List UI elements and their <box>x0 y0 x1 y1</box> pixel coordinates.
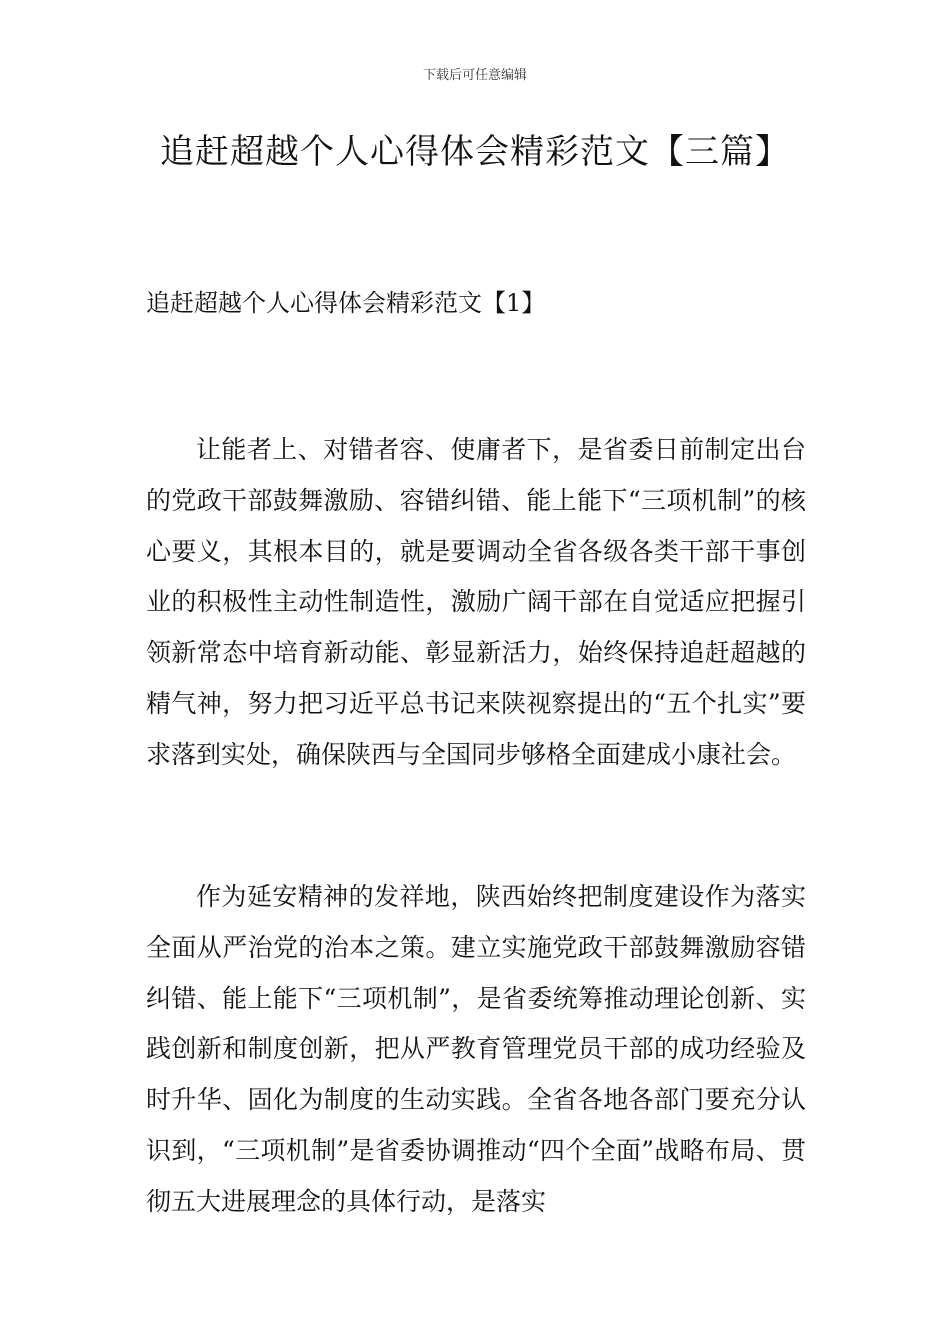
document-title: 追赶超越个人心得体会精彩范文【三篇】 <box>160 132 790 172</box>
body-paragraph: 让能者上、对错者容、使庸者下，是省委日前制定出台的党政干部鼓舞激励、容错纠错、能上能下“三项机制”的核心要义，其根本目的，就是要调动全省各级各类干部干事创业的积极性主动性制造性，激励广阔干部在自觉适应把握引领新常态中培育新动能、彰显新活力，始终保持追赶超越的精气神，努力把习近平总书记来陕视察提出的“五个扎实”要求落到实处，确保陕西与全国同步够格全面建成小康社会。 <box>146 435 806 769</box>
section-heading: 追赶超越个人心得体会精彩范文【1】 <box>146 289 546 317</box>
body-paragraph: 作为延安精神的发祥地，陕西始终把制度建设作为落实全面从严治党的治本之策。建立实施党政干部鼓舞激励容错纠错、能上能下“三项机制”，是省委统筹推动理论创新、实践创新和制度创新，把从严教育管理党员干部的成功经验及时升华、固化为制度的生动实践。全省各地各部门要充分认识到，“三项机制”是省委协调推动“四个全面”战略布局、贯彻五大进展理念的具体行动，是落实 <box>146 882 806 1216</box>
header-note: 下载后可任意编辑 <box>422 68 527 83</box>
